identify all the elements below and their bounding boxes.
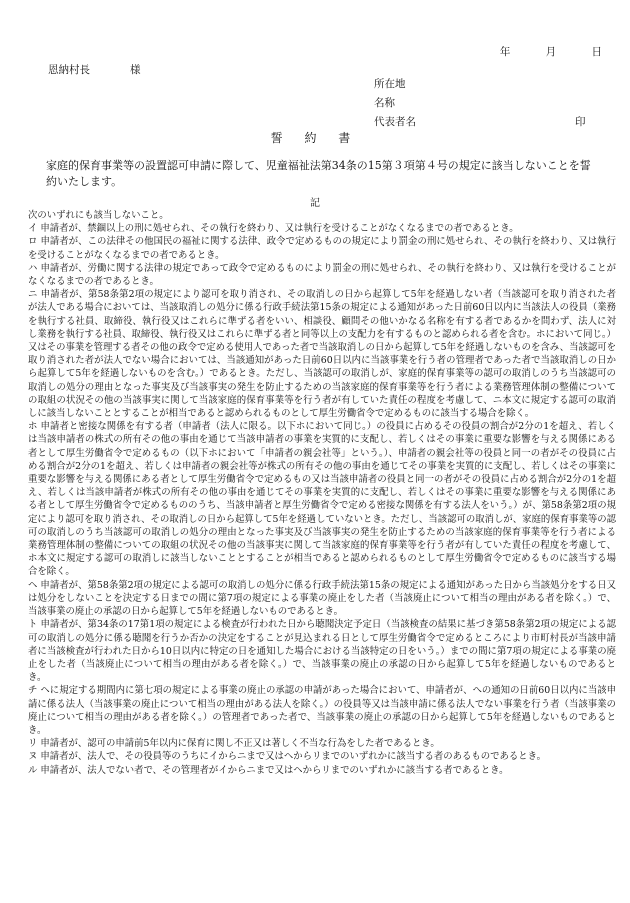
date-line bbox=[478, 44, 602, 59]
date-day: 日 bbox=[591, 46, 602, 58]
addressee bbox=[48, 62, 141, 77]
clause-ru: ル 申請者が、法人でない者で、その管理者がイからニまで又はヘからリまでのいずれかに該当する者であるとき。 bbox=[28, 764, 509, 776]
name-label: 名称 bbox=[374, 97, 395, 109]
clause-chi: チ ヘに規定する期間内に第七項の規定による事業の廃止の承認の申請があった場合において、申請者が、への通知の日前60日以内に当該申請に係る法人（当該事業の廃止について相当の理由がある法人を除く。）の役員等又は当該申請に係る法人でない事業を行う者（当該事業の廃止について相当の理由がある者を除く。）の管理者であった者で、当該事業の廃止の承認の日から起算して5年を経過しないものであるとき。 bbox=[28, 685, 616, 736]
clause-ri: リ 申請者が、認可の申請前5年以内に保育に関し不正又は著しく不当な行為をした者であるとき。 bbox=[28, 738, 440, 750]
addressee-name: 恩納村長 bbox=[48, 64, 90, 76]
clause-preamble: 次のいずれにも該当しないこと。 bbox=[28, 210, 169, 221]
seal-mark: 印 bbox=[575, 116, 586, 128]
clause-i: イ 申請者が、禁錮以上の刑に処せられ、その執行を終わり、又は執行を受けることがなくなるまでの者であるとき。 bbox=[28, 223, 519, 235]
date-year: 年 bbox=[499, 46, 511, 58]
addressee-honorific: 様 bbox=[130, 64, 141, 76]
clause-ho: ホ 申請者と密接な関係を有する者（申請者（法人に限る。以下ホにおいて同じ。）の役員に占めるその役員の割合が2分の1を超え、若しくは当該申請者の株式の所有その他の事由を通じて当該申請者の事業を実質的に支配し、若しくはその事業に重要な影響を与える関係にある者として厚生労働省令で定めるもの（以下ホにおいて「申請者の親会社等」という。）、申請者の親会社等の役員と同一の者がその役員に占める割合が2分の1を超え、若しくは申請者の親会社等が株式の所有その他の事由を通じてその事業を実質的に支配し、若しくはその事業に重要な影響を与える関係にある者として厚生労働省令で定めるもの又は当該申請者の役員と同一の者がその役員に占める割合が2分の1を超え、若しくは当該申請者が株式の所有その他の事由を通じてその事業を実質的に支配し、若しくはその事業に重要な影響を与える関係にある者として厚生労働省令で定めるもののうち、当該申請者と厚生労働省令で定める密接な関係を有する法人をいう。）が、第58条第2項の規定により認可を取り消され、その取消しの日から起算して5年を経過していないとき。ただし、当該認可の取消しが、家庭的保育事業等の認可の取消しのうち当該認可の取消しの処分の理由となった事実及び当該事実の発生を防止するための当該家庭的保育事業等を行う者による業務管理体制の整備についての取組の状況その他の当該事実に関して当該家庭的保育事業等を行う者が有していた責任の程度を考慮して、ホ本文に規定する認可の取消しに該当しないこととすることが相当であると認められるものとして厚生労働省令で定めるものに該当する場合を除く。 bbox=[28, 421, 616, 578]
date-month: 月 bbox=[545, 46, 557, 58]
clause-nu: ヌ 申請者が、法人で、その役員等のうちにイからニまで又はヘからリまでのいずれかに該当する者のあるものであるとき。 bbox=[28, 751, 547, 763]
clause-list bbox=[28, 209, 616, 777]
ki-heading: 記 bbox=[310, 198, 320, 209]
clause-ro: ロ 申請者が、この法律その他国民の福祉に関する法律、政令で定めるものの規定により罰金の刑に処せられ、その執行を終わり、又は執行を受けることがなくなるまでの者であるとき。 bbox=[28, 236, 616, 261]
clause-to: ト 申請者が、第34条の17第1項の規定による検査が行われた日から聴聞決定予定日（当該検査の結果に基づき第58条第2項の規定による認可の取消しの処分に係る聴聞を行うか否かの決定をすることが見込まれる日として厚生労働省令で定めるところにより市町村長が当該申請者に当該検査が行われた日から10日以内に特定の日を通知した場合における当該特定の日をいう。）までの間に第7項の規定による事業の廃止をした者（当該廃止について相当の理由がある者を除く。）で、当該事業の廃止の承認の日から起算して5年を経過しないものであるとき。 bbox=[28, 619, 616, 684]
address-label: 所在地 bbox=[374, 78, 406, 90]
clause-ni: ニ 申請者が、第58条第2項の規定により認可を取り消され、その取消しの日から起算して5年を経過しない者（当該認可を取り消された者が法人である場合においては、当該取消しの処分に係る行政手続法第15条の規定による通知があった日前60日以内に当該法人の役員（業務を執行する社員、取締役、執行役又はこれらに準ずる者をいい、相談役、顧問その他いかなる名称を有する者であるかを問わず、法人に対し業務を執行する社員、取締役、執行役又はこれらに準ずる者と同等以上の支配力を有するものと認められる者を含む。ホにおいて同じ。）又はその事業を管理する者その他の政令で定める使用人であった者で当該取消しの日から起算して5年を経過しないものを含み、当該認可を取り消された者が法人でない場合においては、当該通知があった日前60日以内に当該事業を行う者の管理者であった者で当該取消しの日から起算して5年を経過しないものを含む。）であるとき。ただし、当該認可の取消しが、家庭的保育事業等の認可の取消しのうち当該認可の取消しの処分の理由となった事実及び当該事実の発生を防止するための当該家庭的保育事業等を行う者による業務管理体制の整備についての取組の状況その他の当該事実に関して当該家庭的保育事業等を行う者が有していた責任の程度を考慮して、ニ本文に規定する認可の取消しに該当しないこととすることが相当であると認められるものとして厚生労働省令で定めるものに該当する場合を除く。 bbox=[28, 289, 616, 420]
intro-paragraph: 家庭的保育事業等の設置認可申請に際して、児童福祉法第34条の15第３項第４号の規定に該当しないことを誓約いたします。 bbox=[46, 159, 591, 188]
clause-he: ヘ 申請者が、第58条第2項の規定による認可の取消しの処分に係る行政手続法第15条の規定による通知があった日から当該処分をする日又は処分をしないことを決定する日までの間に第7項の規定による事業の廃止をした者（当該廃止について相当の理由がある者を除く。）で、当該事業の廃止の承認の日から起算して5年を経過しないものであるとき。 bbox=[28, 579, 616, 618]
representative-label: 代表者名 bbox=[374, 116, 416, 128]
document-title: 誓 約 書 bbox=[270, 131, 360, 145]
clause-ha: ハ 申請者が、労働に関する法律の規定であって政令で定めるものにより罰金の刑に処せられ、その執行を終わり、又は執行を受けることがなくなるまでの者であるとき。 bbox=[28, 262, 616, 288]
